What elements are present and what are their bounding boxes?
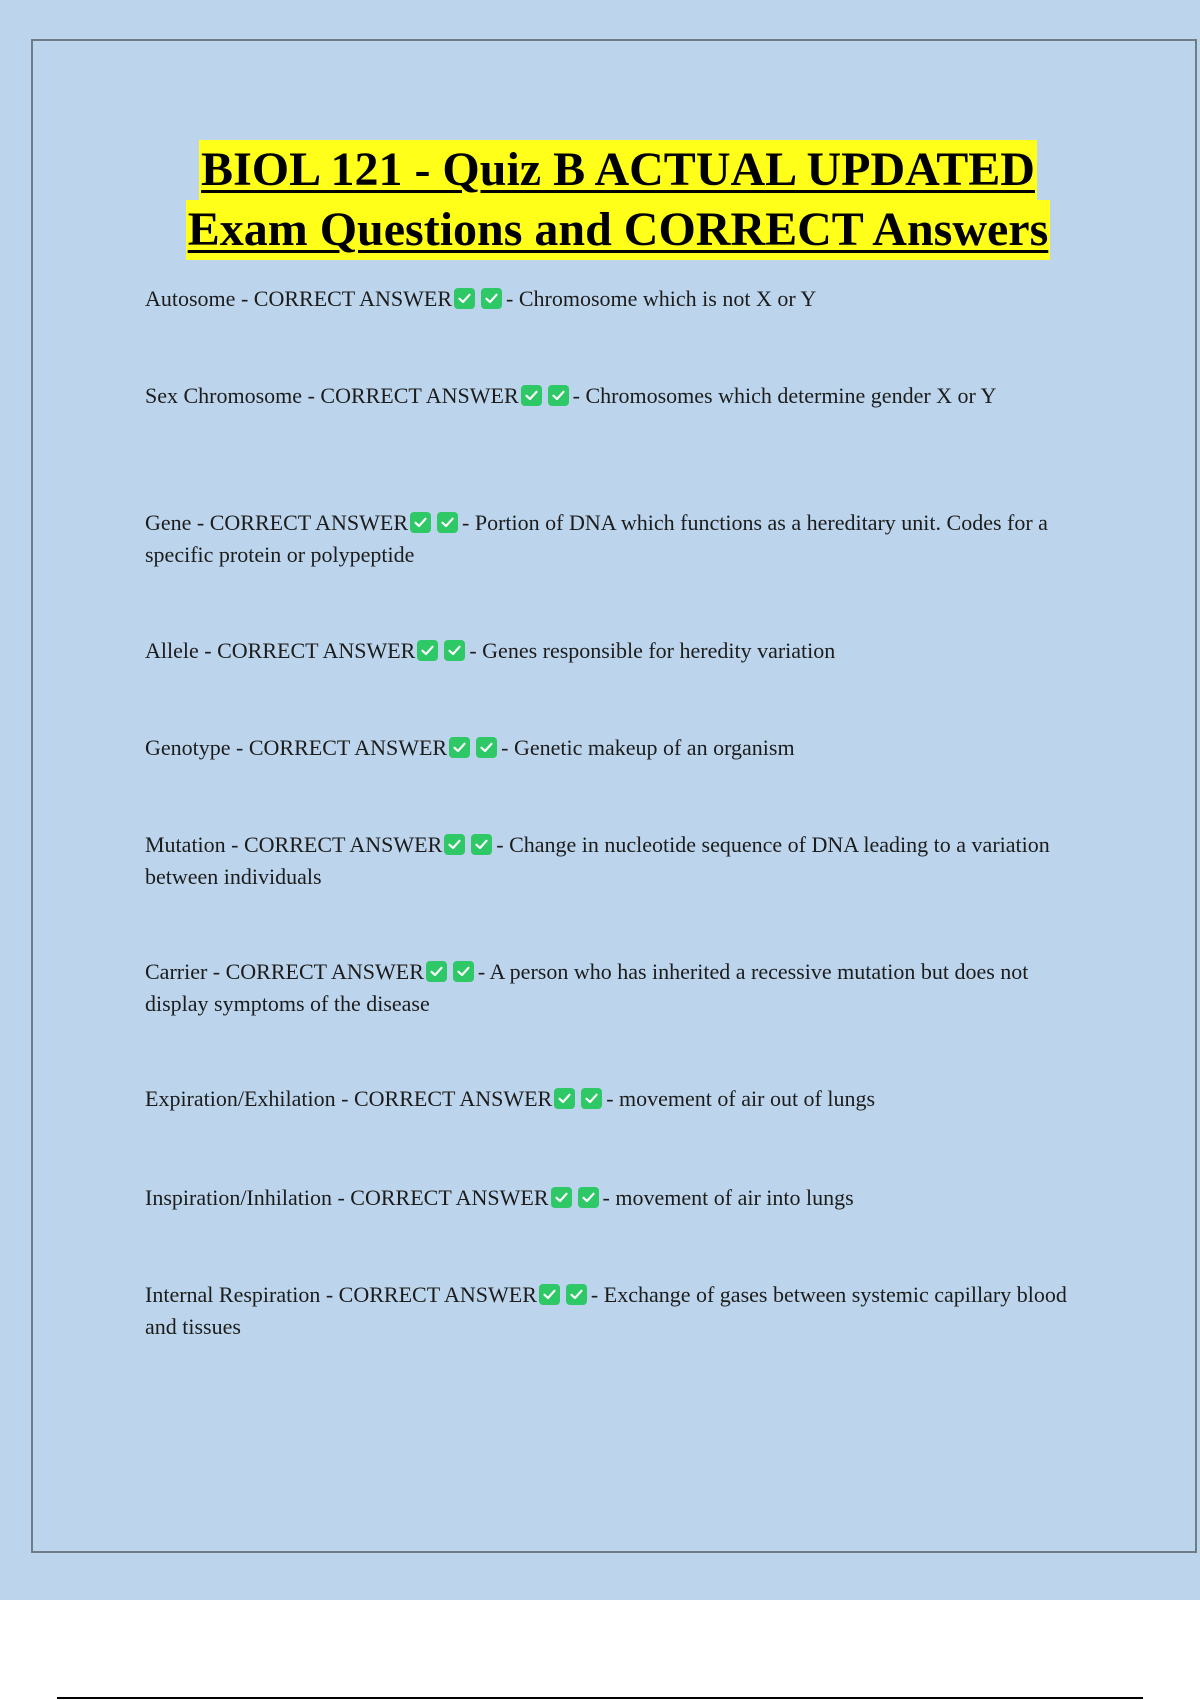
entry-term: Sex Chromosome: [145, 383, 303, 408]
entry-definition: Portion of DNA which functions as a hereditary unit. Codes for a specific protein or polypeptide: [145, 510, 1048, 567]
entry-definition: Change in nucleotide sequence of DNA leading to a variation between individuals: [145, 832, 1050, 889]
entry-definition: A person who has inherited a recessive mutation but does not display symptoms of the disease: [145, 959, 1029, 1016]
entry-term: Allele: [145, 638, 199, 663]
check-box-icon: [444, 834, 465, 855]
check-box-icon: [417, 640, 438, 661]
answer-marker: CORRECT ANSWER: [338, 1282, 537, 1307]
answer-marker: CORRECT ANSWER: [253, 286, 453, 311]
entry-term: Internal Respiration: [145, 1282, 321, 1307]
answer-marker: CORRECT ANSWER: [244, 832, 443, 857]
title-line-2: Exam Questions and CORRECT Answers: [186, 200, 1051, 260]
entry-term: Gene: [145, 510, 192, 535]
entry-definition: movement of air into lungs: [615, 1185, 854, 1210]
entry-definition: Chromosomes which determine gender X or Y: [585, 383, 997, 408]
check-box-icon: [578, 1187, 599, 1208]
qa-entry: Autosome - CORRECT ANSWER - Chromosome which is not X or Y: [145, 286, 817, 311]
entry-term: Inspiration/Inhilation: [145, 1185, 332, 1210]
answer-marker: CORRECT ANSWER: [225, 959, 424, 984]
entry-term: Expiration/Exhilation: [145, 1086, 336, 1111]
answer-marker: CORRECT ANSWER: [320, 383, 519, 408]
qa-entry: Genotype - CORRECT ANSWER - Genetic makeup of an organism: [145, 735, 795, 760]
entry-definition: Chromosome which is not X or Y: [518, 286, 817, 311]
check-box-icon: [566, 1284, 587, 1305]
qa-entry: Mutation - CORRECT ANSWER - Change in nucleotide sequence of DNA leading to a variation between individuals: [145, 832, 1050, 889]
check-box-icon: [539, 1284, 560, 1305]
answer-marker: CORRECT ANSWER: [353, 1086, 553, 1111]
check-box-icon: [426, 961, 447, 982]
entry-term: Carrier: [145, 959, 208, 984]
entry-definition: Genetic makeup of an organism: [513, 735, 795, 760]
title-line-1: BIOL 121 - Quiz B ACTUAL UPDATED: [199, 140, 1037, 200]
qa-entry: Sex Chromosome - CORRECT ANSWER - Chromosomes which determine gender X or Y: [145, 383, 997, 408]
check-box-icon: [554, 1088, 575, 1109]
qa-entry: Internal Respiration - CORRECT ANSWER - Exchange of gases between systemic capillary blood and tissues: [145, 1282, 1067, 1339]
check-box-icon: [410, 512, 431, 533]
check-box-icon: [548, 385, 569, 406]
entry-term: Autosome: [145, 286, 236, 311]
qa-entry: Allele - CORRECT ANSWER - Genes responsible for heredity variation: [145, 638, 836, 663]
check-box-icon: [437, 512, 458, 533]
qa-entry: Gene - CORRECT ANSWER - Portion of DNA which functions as a hereditary unit. Codes for a specific protein or polypeptide: [145, 510, 1048, 567]
check-box-icon: [581, 1088, 602, 1109]
check-box-icon: [453, 961, 474, 982]
entry-definition: movement of air out of lungs: [619, 1086, 876, 1111]
check-box-icon: [444, 640, 465, 661]
answer-marker: CORRECT ANSWER: [350, 1185, 549, 1210]
answer-marker: CORRECT ANSWER: [209, 510, 408, 535]
answer-marker: CORRECT ANSWER: [217, 638, 416, 663]
check-box-icon: [551, 1187, 572, 1208]
qa-entry: Expiration/Exhilation - CORRECT ANSWER - movement of air out of lungs: [145, 1086, 876, 1111]
check-box-icon: [521, 385, 542, 406]
qa-entry: Inspiration/Inhilation - CORRECT ANSWER - movement of air into lungs: [145, 1185, 854, 1210]
entry-definition: Exchange of gases between systemic capillary blood and tissues: [145, 1282, 1067, 1339]
document-title: [0, 140, 1200, 260]
check-box-icon: [471, 834, 492, 855]
check-box-icon: [454, 288, 475, 309]
check-box-icon: [476, 737, 497, 758]
entry-term: Mutation: [145, 832, 226, 857]
footer-rule: [57, 1697, 1143, 1699]
entry-definition: Genes responsible for heredity variation: [482, 638, 836, 663]
answer-marker: CORRECT ANSWER: [248, 735, 448, 760]
check-box-icon: [449, 737, 470, 758]
qa-entry: Carrier - CORRECT ANSWER - A person who has inherited a recessive mutation but does not display symptoms of the disease: [145, 959, 1029, 1016]
entry-term: Genotype: [145, 735, 231, 760]
check-box-icon: [481, 288, 502, 309]
